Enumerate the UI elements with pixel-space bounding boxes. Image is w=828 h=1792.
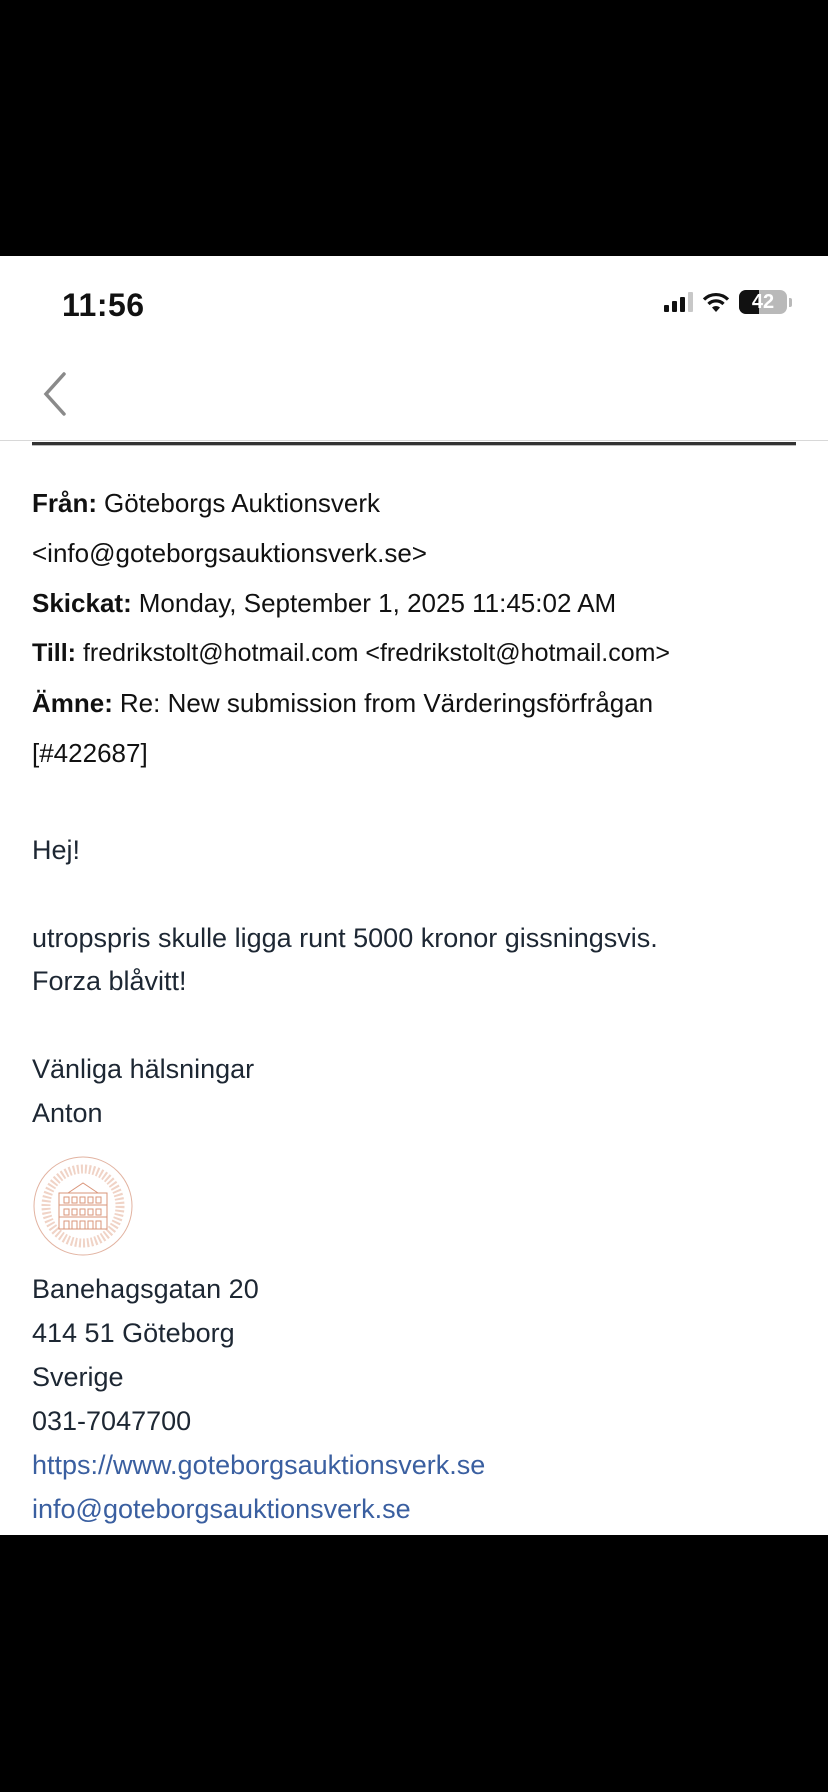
- subject-value: Re: New submission from Värderingsförfrågan: [119, 688, 654, 718]
- to-row: [32, 637, 670, 669]
- nav-divider: [0, 440, 828, 441]
- from-address: <info@goteborgsauktionsverk.se>: [32, 538, 427, 568]
- phone-number[interactable]: 031-7047700: [32, 1406, 192, 1436]
- greeting: Hej!: [32, 835, 81, 865]
- header-rule: [32, 442, 796, 446]
- from-label: Från:: [32, 488, 97, 518]
- address-country: Sverige: [32, 1362, 124, 1392]
- signal-icon: [664, 292, 693, 312]
- body-line-2: Forza blåvitt!: [32, 966, 187, 996]
- wifi-icon: [701, 291, 731, 313]
- sent-label: Skickat:: [32, 588, 132, 618]
- sent-row: [32, 587, 616, 619]
- status-time: 11:56: [62, 287, 145, 323]
- address-city: 414 51 Göteborg: [32, 1318, 235, 1348]
- email-link[interactable]: info@goteborgsauktionsverk.se: [32, 1494, 411, 1524]
- body-line-1: utropspris skulle ligga runt 5000 kronor gissningsvis.: [32, 923, 658, 953]
- closing: Vänliga hälsningar: [32, 1054, 255, 1084]
- website-link[interactable]: https://www.goteborgsauktionsverk.se: [32, 1450, 486, 1480]
- signature-name: Anton: [32, 1098, 103, 1128]
- battery-level: 42: [751, 291, 775, 313]
- subject-row: [32, 687, 653, 719]
- to-label: Till:: [32, 639, 76, 667]
- company-seal-logo: [32, 1155, 134, 1262]
- status-icons: [664, 290, 792, 314]
- to-value: fredrikstolt@hotmail.com <fredrikstolt@hotmail.com>: [82, 639, 671, 667]
- from-name: Göteborgs Auktionsverk: [104, 488, 381, 518]
- battery-icon: [739, 290, 787, 314]
- from-row: [32, 487, 380, 519]
- back-button[interactable]: [40, 371, 70, 422]
- chevron-left-icon: [40, 371, 70, 417]
- subject-id: [#422687]: [32, 738, 148, 768]
- sent-value: Monday, September 1, 2025 11:45:02 AM: [138, 588, 617, 618]
- email-screen: [0, 256, 828, 1535]
- address-street: Banehagsgatan 20: [32, 1274, 259, 1304]
- subject-label: Ämne:: [32, 688, 113, 718]
